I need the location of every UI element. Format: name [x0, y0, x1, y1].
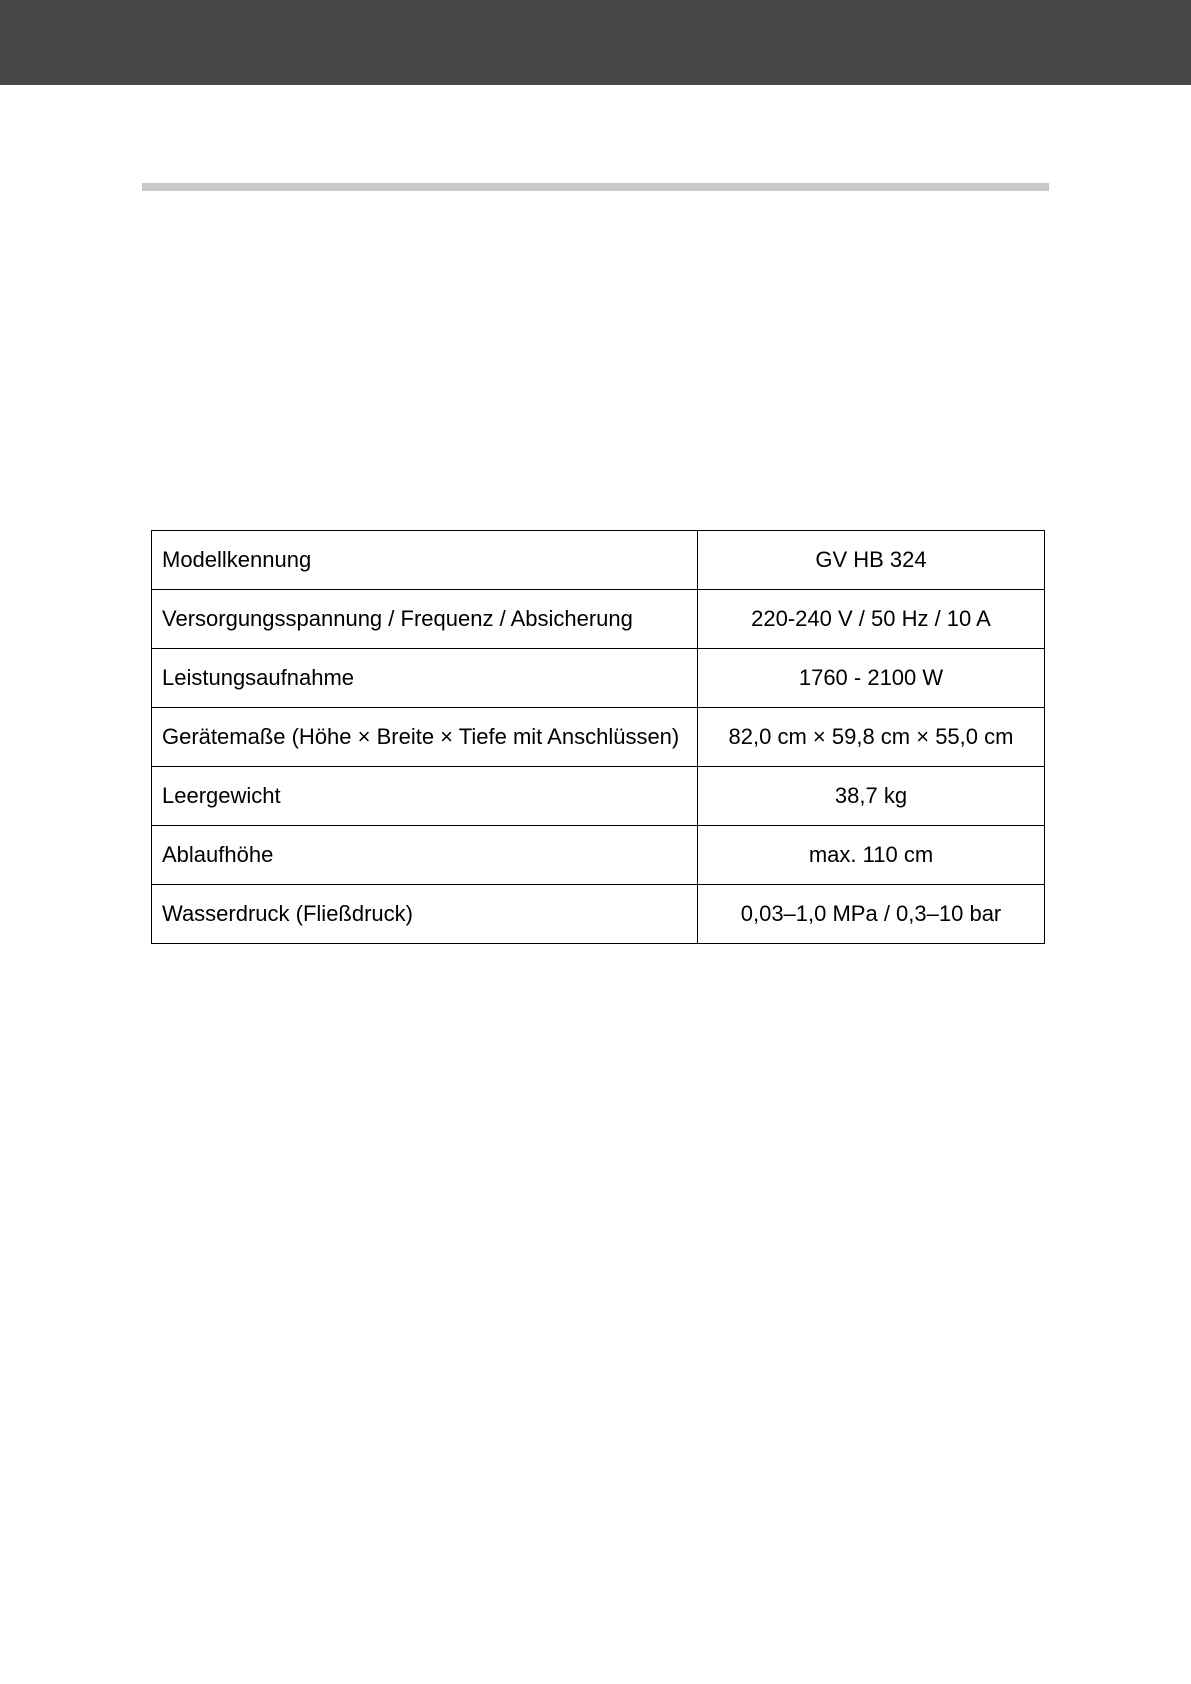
spec-value: GV HB 324	[698, 531, 1045, 590]
spec-value: 0,03–1,0 MPa / 0,3–10 bar	[698, 885, 1045, 944]
spec-value: 82,0 cm × 59,8 cm × 55,0 cm	[698, 708, 1045, 767]
table-row	[152, 590, 1045, 649]
table-row	[152, 767, 1045, 826]
table-row	[152, 708, 1045, 767]
spec-label: Ablaufhöhe	[152, 826, 698, 885]
spec-value: 1760 - 2100 W	[698, 649, 1045, 708]
table-row	[152, 826, 1045, 885]
spec-label: Gerätemaße (Höhe × Breite × Tiefe mit Anschlüssen)	[152, 708, 698, 767]
section-divider	[142, 183, 1049, 191]
spec-label: Leergewicht	[152, 767, 698, 826]
spec-value: 38,7 kg	[698, 767, 1045, 826]
spec-label: Leistungsaufnahme	[152, 649, 698, 708]
spec-value: 220-240 V / 50 Hz / 10 A	[698, 590, 1045, 649]
spec-label: Versorgungsspannung / Frequenz / Absicherung	[152, 590, 698, 649]
spec-value: max. 110 cm	[698, 826, 1045, 885]
technical-data-table	[151, 530, 1045, 944]
table-row	[152, 531, 1045, 590]
spec-label: Modellkennung	[152, 531, 698, 590]
table-row	[152, 649, 1045, 708]
spec-label: Wasserdruck (Fließdruck)	[152, 885, 698, 944]
header-bar	[0, 0, 1191, 85]
table-row	[152, 885, 1045, 944]
